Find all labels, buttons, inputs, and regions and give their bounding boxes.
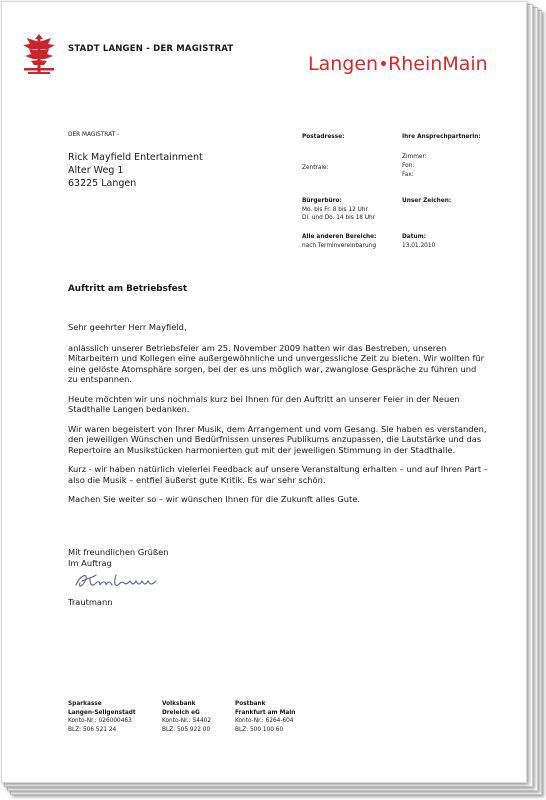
bank-name: Sparkasse: [68, 701, 102, 707]
handwritten-signature: [72, 571, 172, 593]
bank-branch: Dreieich eG: [162, 709, 200, 716]
fax-label: Fax:: [402, 172, 414, 178]
salutation: Sehr geehrter Herr Mayfield,: [68, 322, 187, 332]
postadresse-label: Postadresse:: [302, 134, 345, 140]
andere-bereiche-value: nach Terminvereinbarung: [302, 243, 377, 249]
zentrale-label: Zentrale:: [302, 165, 329, 171]
letter-page: [1, 1, 527, 783]
city-crest-icon: [18, 32, 60, 76]
brand-left: Langen: [308, 53, 379, 75]
brand-right: RheinMain: [388, 53, 488, 75]
buergerbuero-hours: Mo. bis Fr. 8 bis 12 Uhr: [302, 207, 368, 213]
recipient-line: 63225 Langen: [68, 178, 137, 189]
andere-bereiche-label: Alle anderen Bereiche:: [302, 234, 377, 240]
buergerbuero-label: Bürgerbüro:: [302, 198, 342, 204]
body-paragraph: Wir waren begeistert von Ihrer Musik, dem Arrangement und vom Gesang. Sie haben es verstanden, den jeweiligen Wünschen und Bedürfnissen unseres Publikums anzupassen, die Lautstärke und das Repertoire an Musikstücken harmonierten gut mit der jeweiligen Stimmung in der Stadthalle.: [68, 423, 487, 455]
datum-value: 13.01.2010: [402, 243, 436, 249]
body-paragraph: Kurz - wir haben natürlich vielerlei Feedback auf unsere Veranstaltung erhalten – und auf Ihren Part – also die Musik – entfiel äußerst gute Kritik. Es war sehr schön.: [68, 464, 488, 485]
brand-logo: [308, 53, 488, 75]
recipient-line: Alter Weg 1: [68, 165, 124, 176]
bank-block: [235, 700, 295, 734]
datum-label: Datum:: [402, 234, 426, 240]
body-paragraph: Heute möchten wir uns nochmals kurz bei Ihnen für den Auftritt an unserer Feier in der Neuen Stadthalle Langen bedanken.: [68, 393, 460, 414]
signatory-name: Trautmann: [68, 597, 113, 607]
subject-line: Auftritt am Betriebsfest: [68, 284, 188, 294]
bank-block: [68, 700, 136, 734]
sender-line: DER MAGISTRAT -: [68, 132, 120, 138]
fon-label: Fon:: [402, 163, 415, 169]
recipient-address: [68, 151, 203, 190]
bank-konto: Konto-Nr.: 54402: [162, 718, 212, 724]
bank-konto: Konto-Nr.: 026000463: [68, 718, 132, 724]
bank-branch: Langen-Seligenstadt: [68, 709, 136, 716]
bank-blz: BLZ: 505 922 00: [162, 726, 211, 733]
body-paragraph: Machen Sie weiter so – wir wünschen Ihnen für die Zukunft alles Gute.: [68, 494, 361, 504]
bank-name: Volksbank: [162, 701, 196, 707]
closing-line: Im Auftrag: [68, 558, 112, 568]
zeichen-label: Unser Zeichen:: [402, 198, 452, 204]
contact-label: Ihre Ansprechpartnerin:: [402, 134, 481, 140]
letter-body: [68, 322, 488, 514]
bank-blz: BLZ: 500 100 60: [235, 726, 284, 733]
city-title: STADT LANGEN - DER MAGISTRAT: [68, 44, 234, 54]
bank-branch: Frankfurt am Main: [235, 709, 296, 716]
bank-konto: Konto-Nr.: 6264-604: [235, 718, 294, 724]
recipient-line: Rick Mayfield Entertainment: [68, 152, 203, 163]
closing-line: Mit freundlichen Grüßen: [68, 547, 169, 557]
bank-name: Postbank: [235, 701, 266, 707]
zimmer-label: Zimmer:: [402, 154, 427, 160]
body-paragraph: anlässlich unserer Betriebsfeier am 25. November 2009 hatten wir das Bestreben, unseren Mitarbeitern und Kollegen eine außergewöhnliche und unvergessliche Zeit zu bieten. Wir wollten für eine gelöste Atomsphäre sorgen, bei der es uns möglich war, zwanglose Gespräche zu führen und zu entspannen.: [68, 342, 485, 384]
bank-blz: BLZ: 506 521 24: [68, 726, 117, 733]
bank-block: [162, 700, 211, 734]
buergerbuero-hours: Di. und Do. 14 bis 18 Uhr: [302, 215, 376, 221]
brand-dot-icon: [381, 61, 386, 66]
closing-block: [68, 547, 169, 569]
